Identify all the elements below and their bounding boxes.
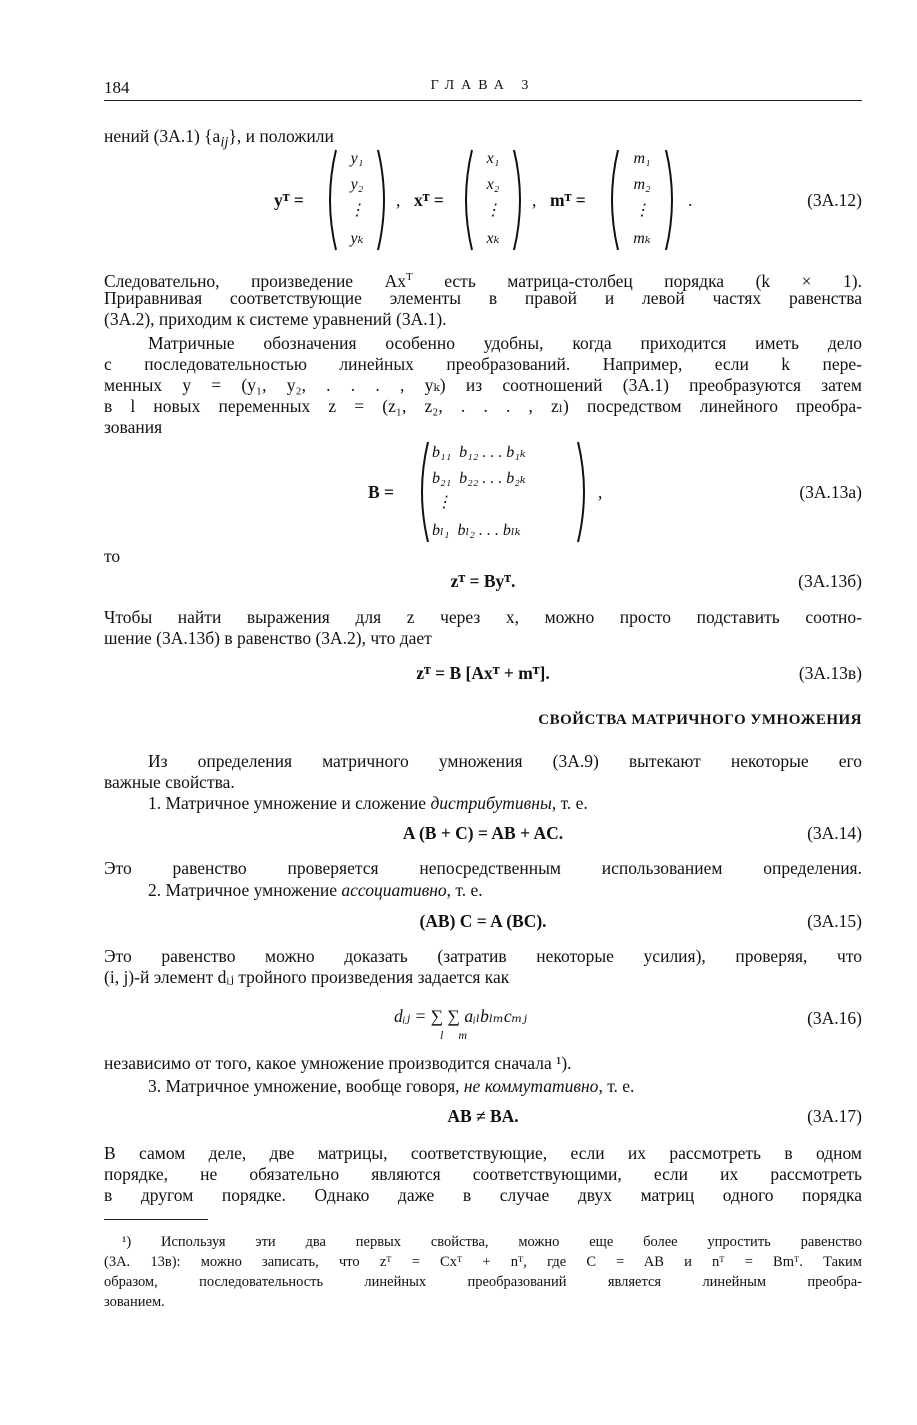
equation-number: (3А.14) — [807, 823, 862, 843]
text-line: Приравнивая соответствующие элементы в правой и левой частях равенства — [104, 288, 862, 308]
equation-3a13a: B = b₁₁ b₁₂ . . . b₁ₖ b₂₁ b₂₂ . . . b₂ₖ ⋮ bₗ₁ bₗ₂ . . . bₗₖ , (3А.13а) — [104, 440, 862, 544]
equation-number: (3А.13в) — [798, 663, 862, 683]
text-line: то — [104, 546, 121, 566]
text-line: в другом порядке. Однако даже в случае двух матриц одного порядка — [104, 1185, 862, 1205]
text-line: (i, j)-й элемент dᵢⱼ тройного произведения задается как — [104, 967, 510, 987]
equation-number: (3А.13б) — [798, 571, 862, 591]
footnote-line: образом, последовательность линейных преобразований является линейным преобра- — [104, 1274, 862, 1290]
equation-lhs: yᵀ = — [274, 190, 304, 210]
text-line: Следовательно, произведение $Ax^T$ есть матрица-столбец порядка (k × 1). — [104, 270, 862, 291]
chapter-title: ГЛАВА 3 — [430, 78, 536, 93]
equation-number: (3А.17) — [807, 1106, 862, 1126]
equation-number: (3А.16) — [807, 1008, 862, 1028]
equation-3a13c: zᵀ = B [Axᵀ + mᵀ]. (3А.13в) — [104, 660, 862, 686]
text-line: в l новых переменных z = (z₁, z₂, . . . , zₗ) посредством линейного преобра- — [104, 396, 862, 416]
text-line: Это равенство можно доказать (затратив некоторые усилия), проверяя, что — [104, 946, 862, 966]
matrix-x: x₁ x₂ ⋮ xₖ — [458, 148, 528, 252]
text-line: Матричные обозначения особенно удобны, когда приходится иметь дело — [148, 333, 862, 353]
text-line: зования — [104, 417, 163, 437]
equation-3a13b: zᵀ = Byᵀ. (3А.13б) — [104, 568, 862, 594]
equation-3a16: dᵢⱼ = ∑ ∑ aᵢₗbₗₘcₘⱼ l m (3А.16) — [394, 1006, 862, 1042]
matrix-m: m₁ m₂ ⋮ mₖ — [604, 148, 680, 252]
equation-lhs: mᵀ = — [550, 190, 586, 210]
list-item: 2. Матричное умножение ассоциативно, т. е. — [148, 880, 483, 900]
equation-3a12: yᵀ = y₁ y₂ ⋮ yₖ , xᵀ = x₁ x₂ ⋮ xₖ , mᵀ = m₁ m₂ ⋮ mₖ . (3А.12) — [104, 148, 862, 252]
equation-number: (3А.13а) — [799, 482, 862, 502]
text-line: В самом деле, две матрицы, соответствующие, если их рассмотреть в одном — [104, 1143, 862, 1163]
matrix-b: b₁₁ b₁₂ . . . b₁ₖ b₂₁ b₂₂ . . . b₂ₖ ⋮ bₗ₁ bₗ₂ . . . bₗₖ — [414, 440, 594, 544]
text-line: порядке, не обязательно являются соответствующими, если их рассмотреть — [104, 1164, 862, 1184]
text-line: независимо от того, какое умножение производится сначала ¹). — [104, 1053, 572, 1073]
page-number: 184 — [104, 78, 130, 97]
text-line: с последовательностью линейных преобразований. Например, если k пере- — [104, 354, 862, 374]
text-line: шение (3А.13б) в равенство (3А.2), что дает — [104, 628, 432, 648]
equation-3a15: (AB) C = A (BC). (3А.15) — [104, 908, 862, 934]
text-line: Это равенство проверяется непосредственным использованием определения. — [104, 858, 862, 878]
equation-lhs: B = — [368, 482, 395, 502]
text-line: менных y = (y₁, y₂, . . . , yₖ) из соотношений (3А.1) преобразуются затем — [104, 375, 862, 395]
footnote-rule — [104, 1219, 208, 1220]
footnote-line: ¹) Используя эти два первых свойства, можно еще более упростить равенство — [122, 1234, 862, 1250]
footnote-line: (3А. 13в): можно записать, что zᵀ = Cxᵀ + nᵀ, где C = AB и nᵀ = Bmᵀ. Таким — [104, 1254, 862, 1270]
section-heading: СВОЙСТВА МАТРИЧНОГО УМНОЖЕНИЯ — [538, 712, 862, 728]
text-line: Из определения матричного умножения (3А.9) вытекают некоторые его — [148, 751, 862, 771]
text-line: важные свойства. — [104, 772, 235, 792]
text-line: (3А.2), приходим к системе уравнений (3А.1). — [104, 309, 447, 329]
running-header — [104, 78, 862, 101]
equation-number: (3А.12) — [807, 190, 862, 210]
text-line: Чтобы найти выражения для z через x, можно просто подставить соотно- — [104, 607, 862, 627]
equation-number: (3А.15) — [807, 911, 862, 931]
equation-lhs: xᵀ = — [414, 190, 444, 210]
footnote-line: зованием. — [104, 1294, 165, 1310]
matrix-y: y₁ y₂ ⋮ yₖ — [322, 148, 392, 252]
equation-3a17: AB ≠ BA. (3А.17) — [104, 1103, 862, 1129]
list-item: 1. Матричное умножение и сложение дистрибутивны, т. е. — [148, 793, 588, 813]
equation-3a14: A (B + C) = AB + AC. (3А.14) — [104, 820, 862, 846]
text-line: нений (3А.1) $\{a_{ij}\}$, и положили — [104, 126, 334, 151]
list-item: 3. Матричное умножение, вообще говоря, не коммутативно, т. е. — [148, 1076, 635, 1096]
